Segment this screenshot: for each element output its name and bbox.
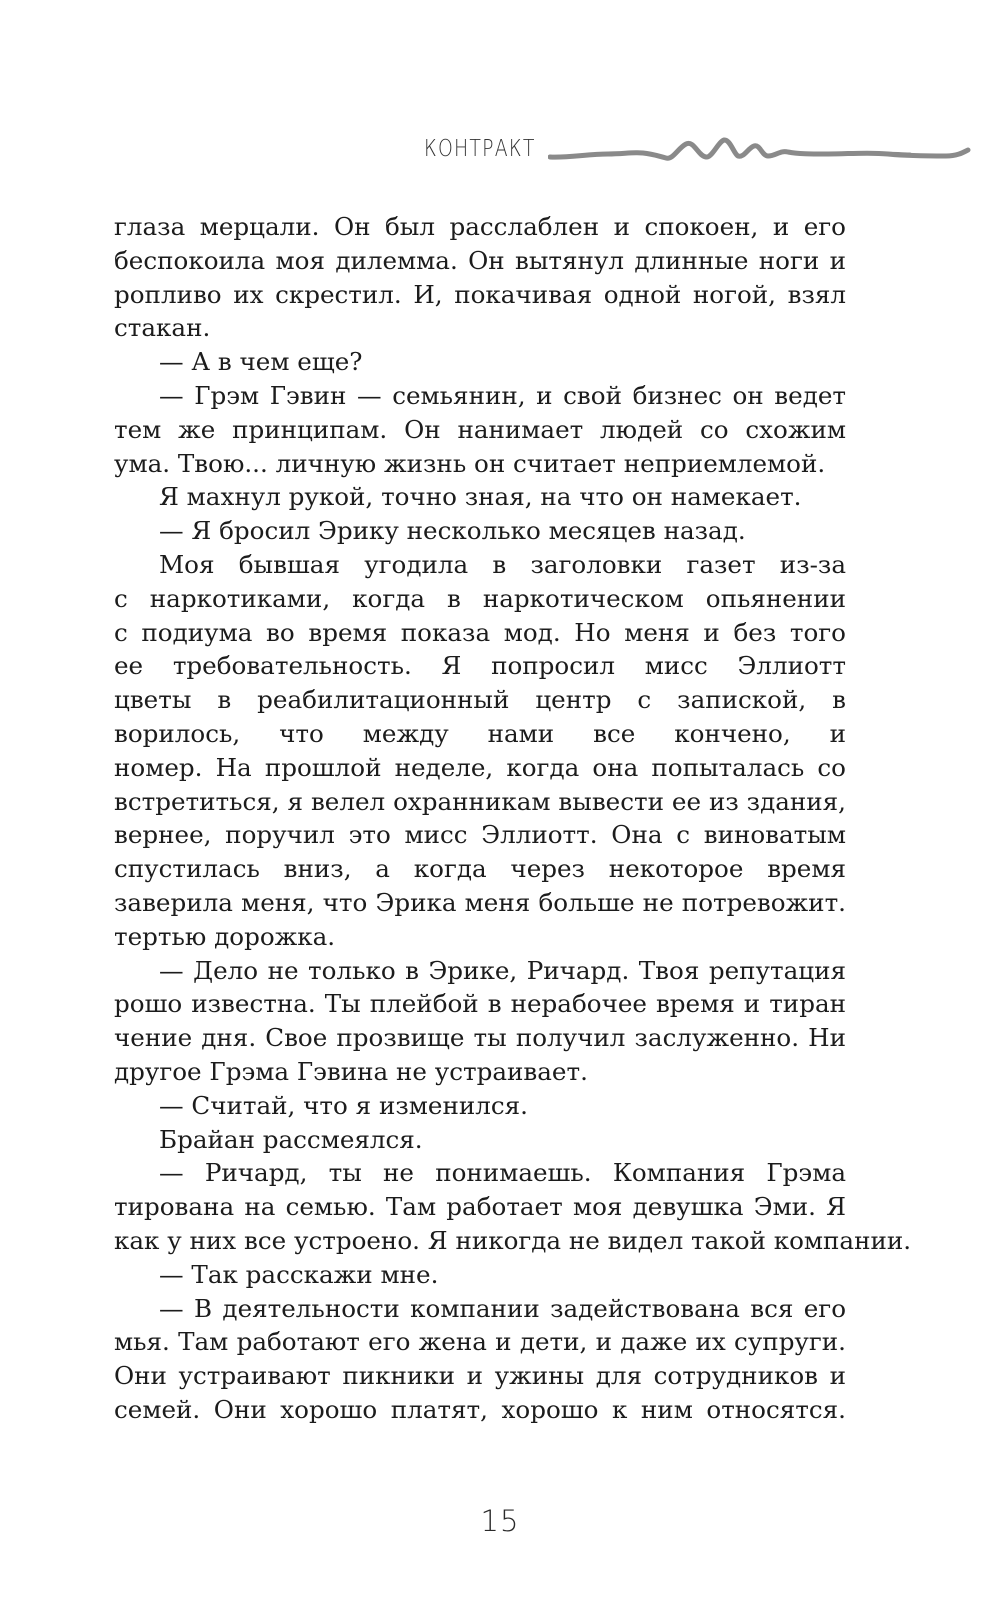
squiggle-ornament: [548, 130, 998, 180]
text-line: вернее, поручил это мисс Эллиотт. Она с виноватым: [114, 820, 846, 850]
text-line: — Ричард, ты не понимаешь. Компания Грэма: [159, 1158, 846, 1188]
text-line: Они устраивают пикники и ужины для сотрудников и: [114, 1361, 846, 1391]
text-line: ропливо их скрестил. И, покачивая одной ногой, взял: [114, 279, 846, 309]
text-line: — Я бросил Эрику несколько месяцев назад.: [159, 516, 746, 546]
text-line: глаза мерцали. Он был расслаблен и спокоен, и его: [114, 212, 846, 241]
text-line: как у них все устроено. Я никогда не видел такой компании.: [114, 1225, 912, 1255]
text-line: чение дня. Свое прозвище ты получил заслуженно. Ни: [114, 1023, 846, 1053]
running-head: [0, 0, 1000, 200]
text-line: тирована на семью. Там работает моя девушка Эми. Я: [114, 1192, 846, 1222]
text-line: ворилось, что между нами все кончено, и: [114, 718, 846, 748]
text-line: Я махнул рукой, точно зная, на что он намекает.: [159, 482, 802, 512]
text-line: — Дело не только в Эрике, Ричард. Твоя репутация: [159, 955, 846, 985]
text-line: Моя бывшая угодила в заголовки газет из-за: [159, 549, 846, 579]
text-line: Брайан рассмеялся.: [159, 1124, 423, 1154]
body-text: [114, 210, 912, 1427]
text-line: — Грэм Гэвин — семьянин, и свой бизнес он ведет: [159, 380, 846, 410]
text-line: семей. Они хорошо платят, хорошо к ним относятся.: [114, 1394, 846, 1424]
text-line: ее требовательность. Я попросил мисс Эллиотт: [114, 651, 846, 681]
text-line: цветы в реабилитационный центр с запиской, в: [114, 685, 846, 715]
text-line: встретиться, я велел охранникам вывести ее из здания,: [114, 786, 846, 816]
text-line: — Считай, что я изменился.: [159, 1090, 529, 1120]
text-line: — В деятельности компании задействована вся его: [159, 1293, 846, 1323]
text-line: с наркотиками, когда в наркотическом опьянении: [114, 583, 846, 613]
text-line: — Так расскажи мне.: [159, 1259, 439, 1289]
text-line: другое Грэма Гэвина не устраивает.: [114, 1056, 588, 1086]
text-line: рошо известна. Ты плейбой в нерабочее время и тиран: [114, 989, 846, 1019]
running-title: КОНТРАКТ: [424, 136, 536, 162]
text-line: номер. На прошлой неделе, когда она попыталась со: [114, 752, 846, 782]
text-line: тем же принципам. Он нанимает людей со схожим: [114, 414, 846, 444]
text-line: заверила меня, что Эрика меня больше не потревожит.: [114, 887, 846, 917]
page-number: 15: [480, 1504, 520, 1538]
text-line: беспокоила моя дилемма. Он вытянул длинные ноги и: [114, 245, 846, 275]
text-line: мья. Там работают его жена и дети, и даже их супруги.: [114, 1327, 846, 1357]
text-line: стакан.: [114, 313, 211, 343]
text-line: ума. Твою... личную жизнь он считает неприемлемой.: [114, 448, 826, 478]
text-line: тертью дорожка.: [114, 921, 336, 951]
text-line: спустилась вниз, а когда через некоторое время: [114, 854, 846, 884]
text-line: с подиума во время показа мод. Но меня и без того: [114, 617, 846, 647]
text-line: — А в чем еще?: [159, 347, 363, 377]
